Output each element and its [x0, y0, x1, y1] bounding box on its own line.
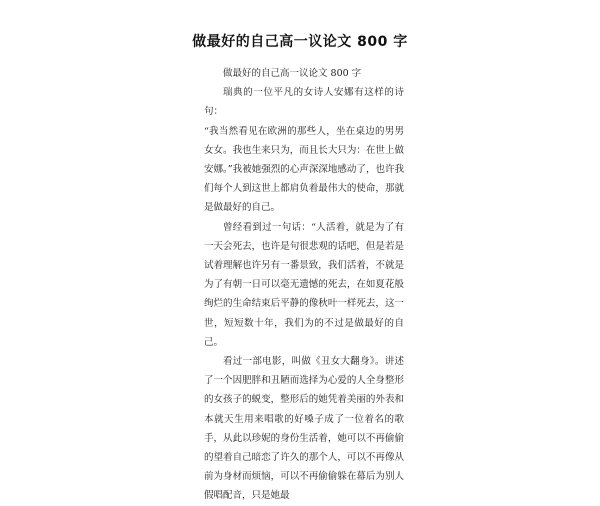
- document-title: 做最好的自己高一议论文 800 字: [192, 34, 408, 50]
- paragraph-poem-quote: “我当然看见在欧洲的那些人，坐在桌边的男男女女。我也生来只为，而且长大只为：在世上做安娜。”我被她强烈的心声深深地感动了，也许我们每个人到这世上都肩负着最伟大的使命，那就是做最好的自己。: [204, 125, 404, 214]
- paragraph-intro: 瑞典的一位平凡的女诗人安娜有这样的诗句：: [204, 87, 404, 118]
- paragraph-movie: 看过一部电影，叫做《丑女大翻身》。讲述了一个因肥胖和丑陋而选择为心爱的人全身整形的女孩子的蜕变，整形后的她凭着美丽的外表和本就天生用来唱歌的好嗓子成了一位着名的歌手，从此以珍妮的身份生活着，她可以不再偷偷的望着自己暗恋了许久的那个人，可以不再像从前为身材而烦恼，可以不再偷偷躲在幕后为别人假唱配音，只是她最: [204, 356, 404, 502]
- paragraph-subtitle: 做最好的自己高一议论文 800 字: [223, 68, 362, 79]
- document-body: [204, 64, 404, 506]
- paragraph-life-quote: 曾经看到过一句话：“人活着，就是为了有一天会死去，也许是句很悲观的话吧，但是若是试着理解也许另有一番景致，我们活着，不就是为了有朝一日可以毫无遗憾的死去，在如夏花般绚烂的生命结束后平静的像秋叶一样死去，这一世，短短数十年，我们为的不过是做最好的自己。: [204, 221, 404, 348]
